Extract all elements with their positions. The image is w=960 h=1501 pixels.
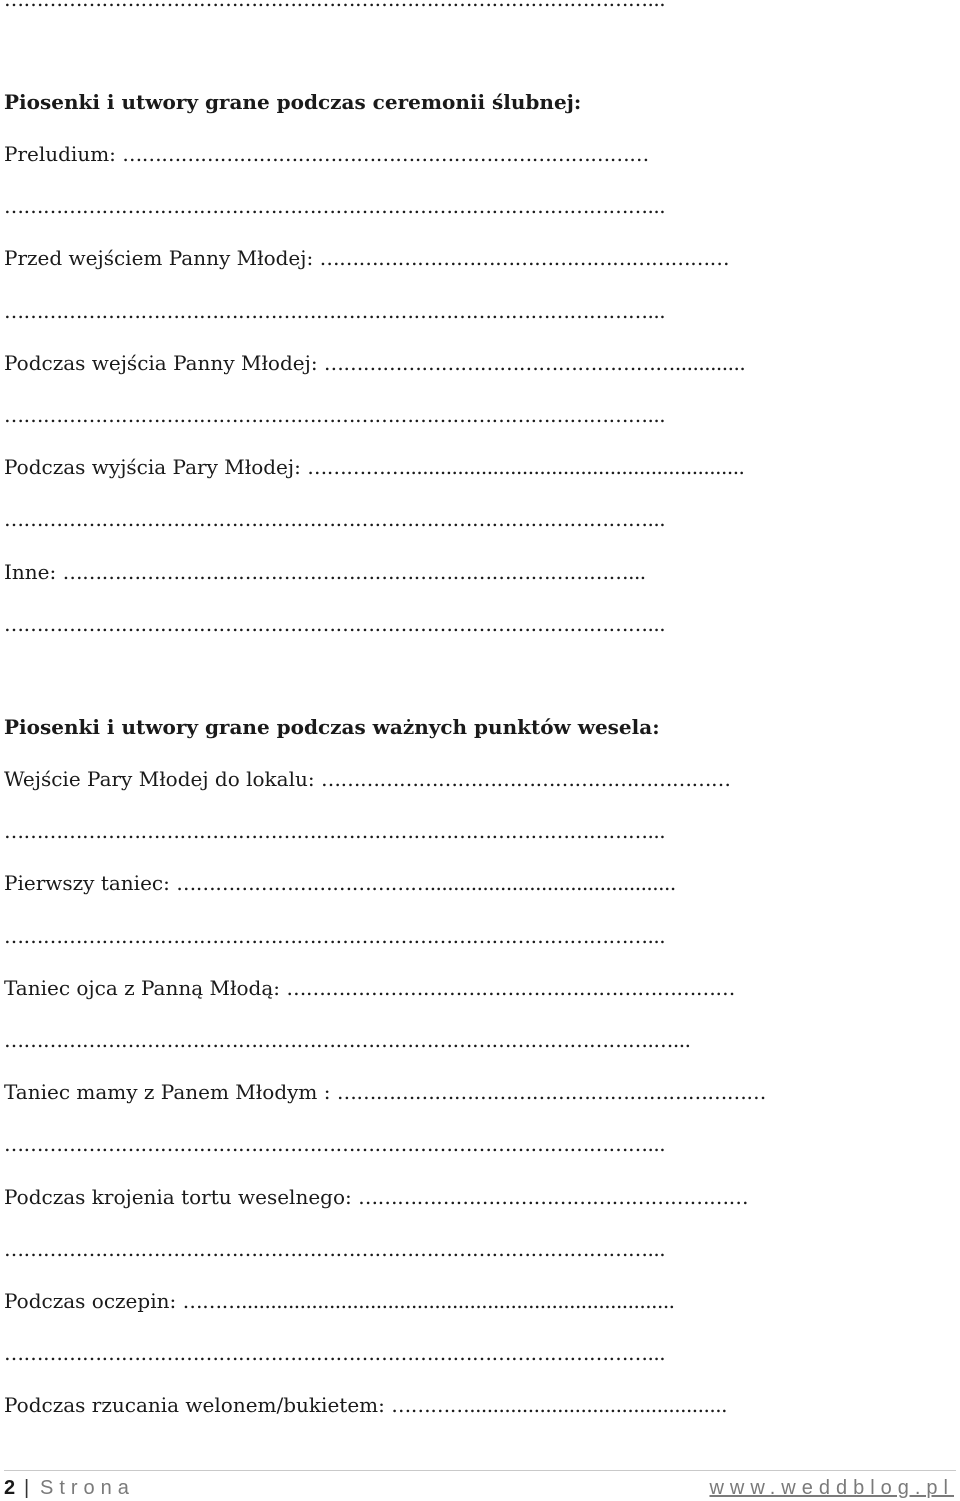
- continuation-line[interactable]: [4, 818, 956, 844]
- continuation-line[interactable]: [4, 193, 956, 219]
- dotted-blank[interactable]: ………………………………………………………………………………………...: [4, 819, 666, 844]
- page-word: Strona: [40, 1477, 135, 1499]
- form-line[interactable]: [4, 870, 956, 896]
- dotted-blank[interactable]: ………………………………………………………………………………………...: [4, 194, 666, 219]
- field-label: Inne:: [4, 559, 63, 584]
- form-line[interactable]: [4, 1288, 956, 1314]
- page-number: 2: [4, 1477, 16, 1499]
- section-heading-ceremony: Piosenki i utwory grane podczas ceremonii ślubnej:: [4, 90, 582, 114]
- continuation-line[interactable]: [4, 298, 956, 324]
- field-label: Podczas wyjścia Pary Młodej:: [4, 455, 308, 480]
- form-line[interactable]: [4, 1079, 956, 1105]
- field-label: Pierwszy taniec:: [4, 871, 177, 896]
- footer-separator: |: [24, 1477, 30, 1499]
- field-label: Podczas rzucania welonem/bukietem:: [4, 1393, 392, 1418]
- dotted-blank[interactable]: ……………………………………………………………………………………….…...: [4, 1028, 691, 1052]
- field-label: Preludium:: [4, 142, 123, 166]
- dotted-blank[interactable]: ………………………………………………………: [320, 767, 731, 791]
- continuation-line[interactable]: [4, 506, 956, 532]
- dotted-blank[interactable]: ……………..........................................................: [307, 455, 745, 480]
- form-line[interactable]: [4, 766, 956, 792]
- dotted-blank[interactable]: ………………………………………………………………………………………...: [4, 611, 666, 636]
- dotted-blank[interactable]: ………..........................................................................: [182, 1289, 675, 1313]
- field-label: Podczas krojenia tortu weselnego:: [4, 1184, 359, 1209]
- dotted-blank[interactable]: ………………………………………………………: [319, 246, 730, 271]
- field-label: Podczas wejścia Panny Młodej:: [4, 350, 324, 375]
- form-line[interactable]: [4, 454, 956, 480]
- form-line[interactable]: [4, 1392, 956, 1418]
- dotted-blank[interactable]: …………………………………..........................................: [176, 871, 676, 896]
- page-footer: [4, 1470, 956, 1501]
- field-label: Taniec mamy z Panem Młodym :: [4, 1080, 337, 1105]
- dotted-blank[interactable]: ………………………………………………………………………………………...: [4, 1132, 666, 1157]
- dotted-blank[interactable]: ………………………………………………………………………………………...: [4, 1236, 666, 1261]
- form-line[interactable]: [4, 1184, 956, 1210]
- form-line[interactable]: [4, 245, 956, 271]
- dotted-blank[interactable]: ………………………………………………………………………………………...: [4, 1341, 666, 1366]
- top-dotted-line: [4, 0, 956, 12]
- dotted-blank[interactable]: ………………………………………………………………………………………...: [4, 923, 666, 948]
- form-line[interactable]: [4, 141, 956, 167]
- continuation-line[interactable]: [4, 1131, 956, 1157]
- dotted-blank[interactable]: …………............................................: [391, 1393, 727, 1418]
- dotted-blank[interactable]: ……………………………………………………………………………...: [62, 559, 646, 584]
- dotted-blank[interactable]: ………………………………………………………………………………………...: [4, 298, 666, 323]
- field-label: Taniec ojca z Panną Młodą:: [4, 975, 287, 1000]
- dotted-blank[interactable]: ………………………………………………………………………: [122, 142, 649, 166]
- field-label: Przed wejściem Panny Młodej:: [4, 246, 320, 271]
- continuation-line[interactable]: [4, 1236, 956, 1262]
- dotted-blank[interactable]: ……………………………………………………: [358, 1184, 749, 1209]
- field-label: Podczas oczepin:: [4, 1289, 183, 1313]
- form-line[interactable]: [4, 559, 956, 585]
- dotted-blank[interactable]: …………………………………………………………: [336, 1080, 766, 1105]
- continuation-line[interactable]: [4, 402, 956, 428]
- section-heading-wedding: Piosenki i utwory grane podczas ważnych punktów wesela:: [4, 715, 660, 739]
- continuation-line[interactable]: [4, 1027, 956, 1053]
- continuation-line[interactable]: [4, 611, 956, 637]
- form-line[interactable]: [4, 350, 956, 376]
- continuation-line[interactable]: [4, 923, 956, 949]
- dotted-blank[interactable]: ………………………………………………............: [323, 350, 746, 375]
- form-line[interactable]: [4, 975, 956, 1001]
- dotted-blank[interactable]: ……………………………………………………………: [286, 975, 735, 1000]
- continuation-line[interactable]: [4, 1340, 956, 1366]
- dotted-blank[interactable]: ………………………………………………………………………………………...: [4, 403, 666, 427]
- website-link[interactable]: www.weddblog.pl: [709, 1477, 954, 1499]
- dotted-blank[interactable]: ………………………………………………………………………………………...: [4, 507, 666, 532]
- field-label: Wejście Pary Młodej do lokalu:: [4, 767, 321, 791]
